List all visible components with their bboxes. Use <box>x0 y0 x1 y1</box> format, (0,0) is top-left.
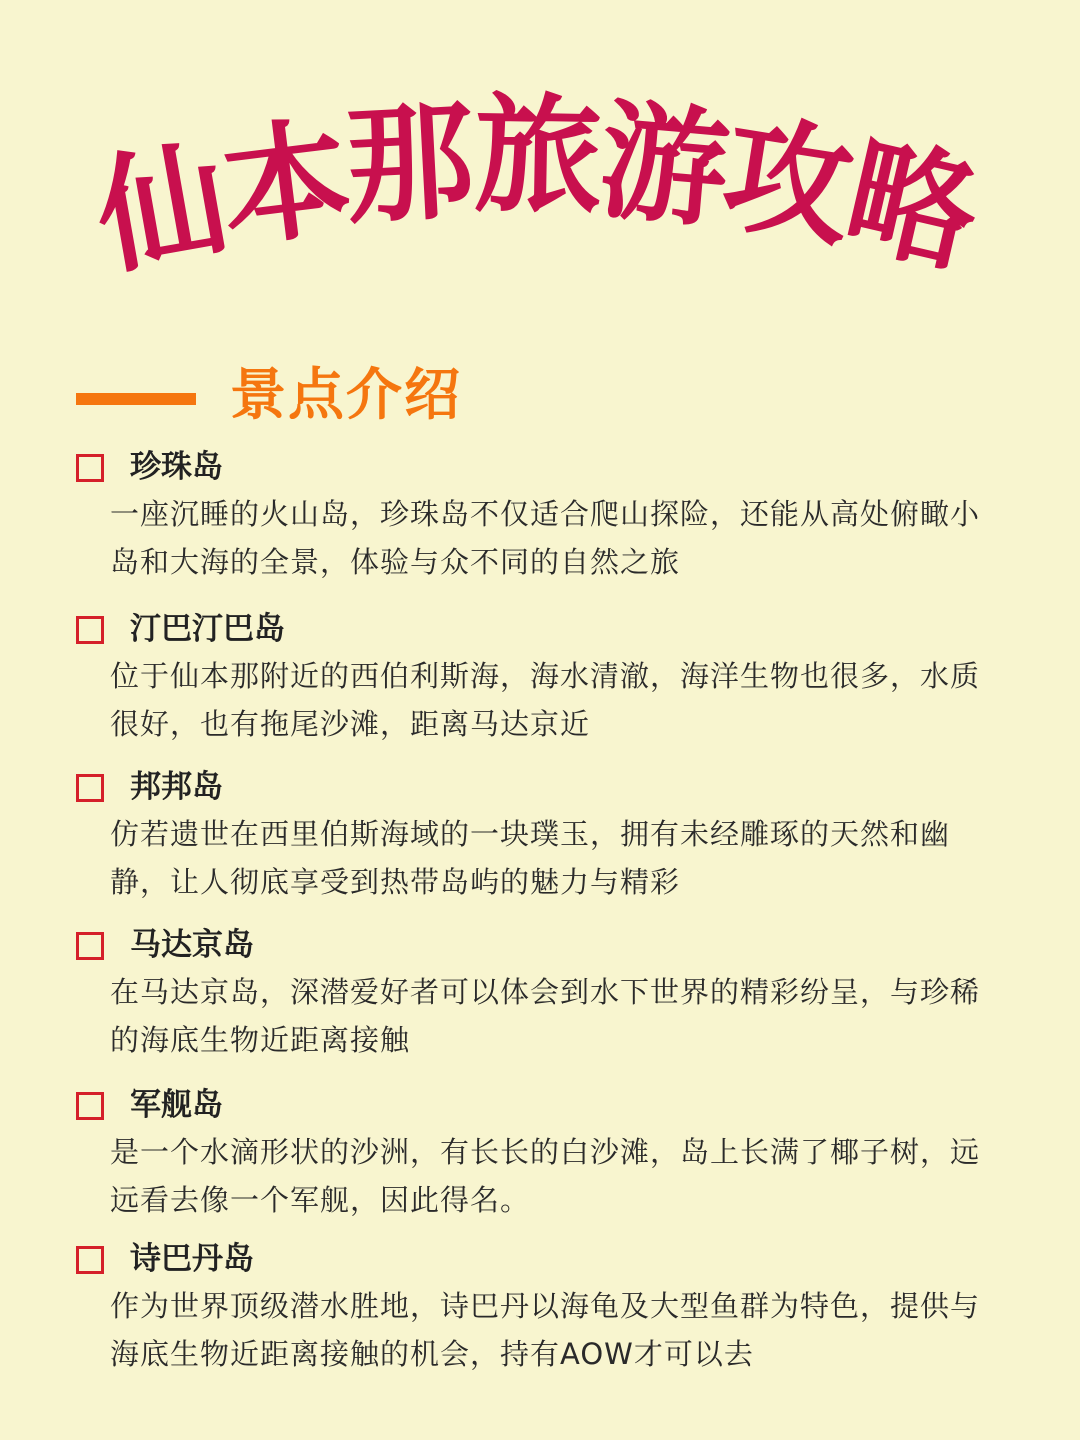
checkbox-icon <box>76 1092 104 1120</box>
attraction-name: 珍珠岛 <box>130 449 223 485</box>
section-divider-bar <box>76 393 196 405</box>
attraction-header <box>76 450 996 490</box>
attraction-header <box>76 928 996 968</box>
attraction-item <box>76 1088 996 1224</box>
checkbox-icon <box>76 932 104 960</box>
attraction-name: 邦邦岛 <box>130 769 223 805</box>
title-char: 仙 <box>85 124 239 294</box>
attraction-item <box>76 770 996 906</box>
attraction-description: 作为世界顶级潜水胜地，诗巴丹以海龟及大型鱼群为特色，提供与海底生物近距离接触的机会，持有AOW才可以去 <box>110 1289 981 1371</box>
title-char: 那 <box>342 85 478 243</box>
attraction-name: 军舰岛 <box>130 1087 223 1123</box>
attraction-description: 一座沉睡的火山岛，珍珠岛不仅适合爬山探险，还能从高处俯瞰小岛和大海的全景，体验与众不同的自然之旅 <box>110 497 981 579</box>
attraction-header <box>76 612 996 652</box>
attraction-name: 诗巴丹岛 <box>130 1241 254 1277</box>
checkbox-icon <box>76 616 104 644</box>
title-char: 游 <box>593 85 735 247</box>
attraction-item <box>76 450 996 586</box>
attraction-header <box>76 1242 996 1282</box>
attraction-description: 位于仙本那附近的西伯利斯海，海水清澈，海洋生物也很多，水质很好，也有拖尾沙滩，距离马达京近 <box>110 659 981 741</box>
title-char: 本 <box>213 101 359 267</box>
title-char: 攻 <box>713 97 863 267</box>
checkbox-icon <box>76 454 104 482</box>
attraction-description: 是一个水滴形状的沙洲，有长长的白沙滩，岛上长满了椰子树，远远看去像一个军舰，因此得名。 <box>110 1135 981 1217</box>
attraction-name: 马达京岛 <box>130 927 254 963</box>
attraction-item <box>76 612 996 748</box>
title-char: 略 <box>832 118 992 294</box>
attraction-item <box>76 928 996 1064</box>
section-title: 景点介绍 <box>230 363 462 428</box>
checkbox-icon <box>76 1246 104 1274</box>
attraction-name: 汀巴汀巴岛 <box>130 611 285 647</box>
attraction-description: 在马达京岛，深潜爱好者可以体会到水下世界的精彩纷呈，与珍稀的海底生物近距离接触 <box>110 975 981 1057</box>
attraction-description: 仿若遗世在西里伯斯海域的一块璞玉，拥有未经雕琢的天然和幽静，让人彻底享受到热带岛屿的魅力与精彩 <box>110 817 951 899</box>
attraction-item <box>76 1242 996 1378</box>
section-header <box>76 362 676 434</box>
page-title <box>0 0 1080 300</box>
attraction-header <box>76 770 996 810</box>
title-char: 旅 <box>472 79 604 233</box>
attraction-header <box>76 1088 996 1128</box>
checkbox-icon <box>76 774 104 802</box>
